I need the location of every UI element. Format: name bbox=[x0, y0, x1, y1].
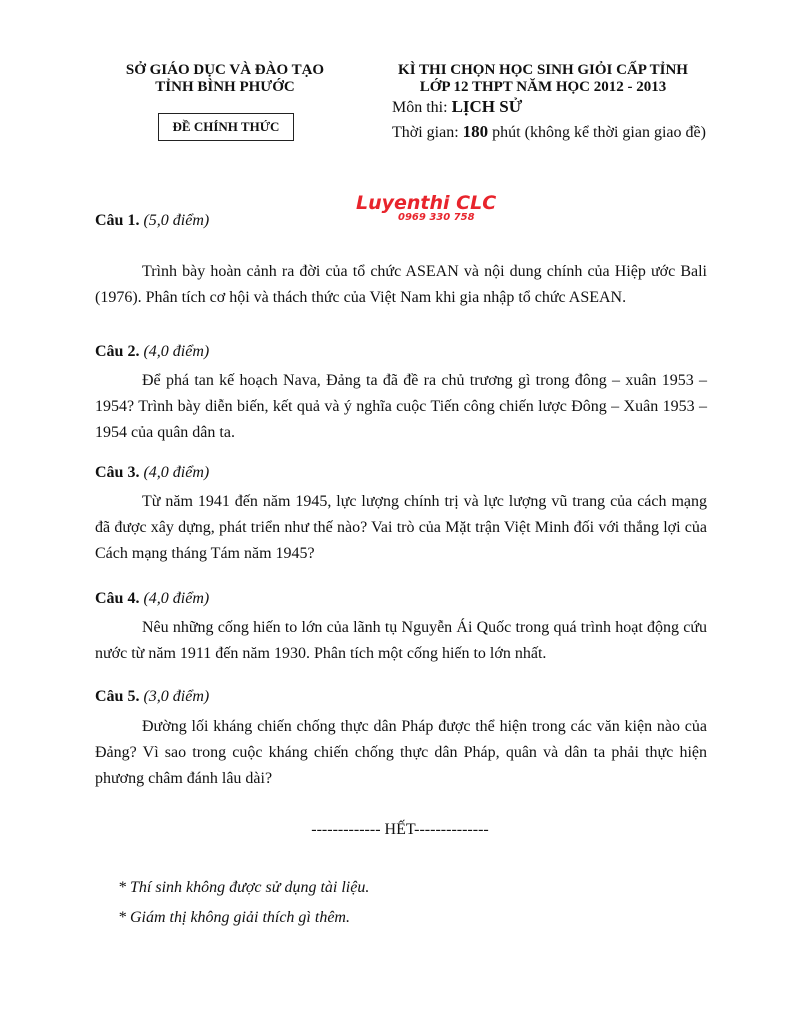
question-1-text: Trình bày hoàn cảnh ra đời của tổ chức ASEAN và nội dung chính của Hiệp ước Bali (1976). Phân tích cơ hội và thách thức của Việt Nam khi gia nhập tổ chức ASEAN. bbox=[95, 263, 707, 306]
exam-time bbox=[392, 123, 706, 142]
subject-name: LỊCH SỬ bbox=[451, 97, 523, 116]
end-marker: ------------- HẾT-------------- bbox=[311, 821, 489, 838]
official-exam-box bbox=[158, 113, 294, 141]
question-2-heading bbox=[95, 343, 209, 361]
time-value: 180 bbox=[462, 122, 489, 141]
question-points: (4,0 điểm) bbox=[143, 590, 210, 607]
watermark-phone: 0969 330 758 bbox=[398, 212, 475, 223]
watermark-name: Luyenthi CLC bbox=[356, 192, 497, 214]
question-4-text: Nêu những cống hiến to lớn của lãnh tụ Nguyễn Ái Quốc trong quá trình hoạt động cứu nước từ năm 1911 đến năm 1930. Phân tích một cống hiến to lớn nhất. bbox=[95, 619, 707, 662]
question-label: Câu 3. bbox=[95, 464, 140, 481]
question-4-heading bbox=[95, 590, 209, 608]
issuer-province: TỈNH BÌNH PHƯỚC bbox=[155, 79, 295, 95]
exam-subject bbox=[392, 98, 522, 117]
exam-title-line2: LỚP 12 THPT NĂM HỌC 2012 - 2013 bbox=[419, 79, 667, 95]
question-3-heading bbox=[95, 464, 209, 482]
question-2-text: Để phá tan kế hoạch Nava, Đảng ta đã đề ra chủ trương gì trong đông – xuân 1953 – 1954? Trình bày diễn biến, kết quả và ý nghĩa cuộc Tiến công chiến lược Đông – Xuân 1953 – 1954 của quân dân ta. bbox=[95, 372, 707, 441]
question-3-text: Từ năm 1941 đến năm 1945, lực lượng chính trị và lực lượng vũ trang của cách mạng đã được xây dựng, phát triển như thế nào? Vai trò của Mặt trận Việt Minh đối với thắng lợi của Cách mạng tháng Tám năm 1945? bbox=[95, 493, 707, 562]
question-points: (3,0 điểm) bbox=[143, 688, 210, 705]
time-prefix: Thời gian: bbox=[392, 124, 463, 141]
question-points: (4,0 điểm) bbox=[143, 343, 210, 360]
issuer-header bbox=[95, 62, 355, 96]
question-label: Câu 1. bbox=[95, 212, 140, 229]
question-points: (5,0 điểm) bbox=[143, 212, 210, 229]
question-5-heading bbox=[95, 688, 209, 706]
subject-prefix: Môn thi: bbox=[392, 99, 452, 116]
question-1-heading bbox=[95, 212, 209, 230]
question-points: (4,0 điểm) bbox=[143, 464, 210, 481]
question-label: Câu 4. bbox=[95, 590, 140, 607]
question-label: Câu 5. bbox=[95, 688, 140, 705]
question-5-text: Đường lối kháng chiến chống thực dân Pháp được thể hiện trong các văn kiện nào của Đảng? Vì sao trong cuộc kháng chiến chống thực dân Pháp, quân và dân ta phải thực hiện phương châm đánh lâu dài? bbox=[95, 718, 707, 787]
exam-title bbox=[378, 62, 708, 96]
note-1: * Thí sinh không được sử dụng tài liệu. bbox=[118, 879, 370, 896]
question-label: Câu 2. bbox=[95, 343, 140, 360]
note-2: * Giám thị không giải thích gì thêm. bbox=[118, 909, 350, 926]
issuer-department: SỞ GIÁO DỤC VÀ ĐÀO TẠO bbox=[125, 62, 325, 78]
time-suffix: phút (không kể thời gian giao đề) bbox=[488, 124, 706, 141]
exam-title-line1: KÌ THI CHỌN HỌC SINH GIỎI CẤP TỈNH bbox=[398, 62, 688, 78]
official-exam-label: ĐỀ CHÍNH THỨC bbox=[172, 119, 280, 134]
